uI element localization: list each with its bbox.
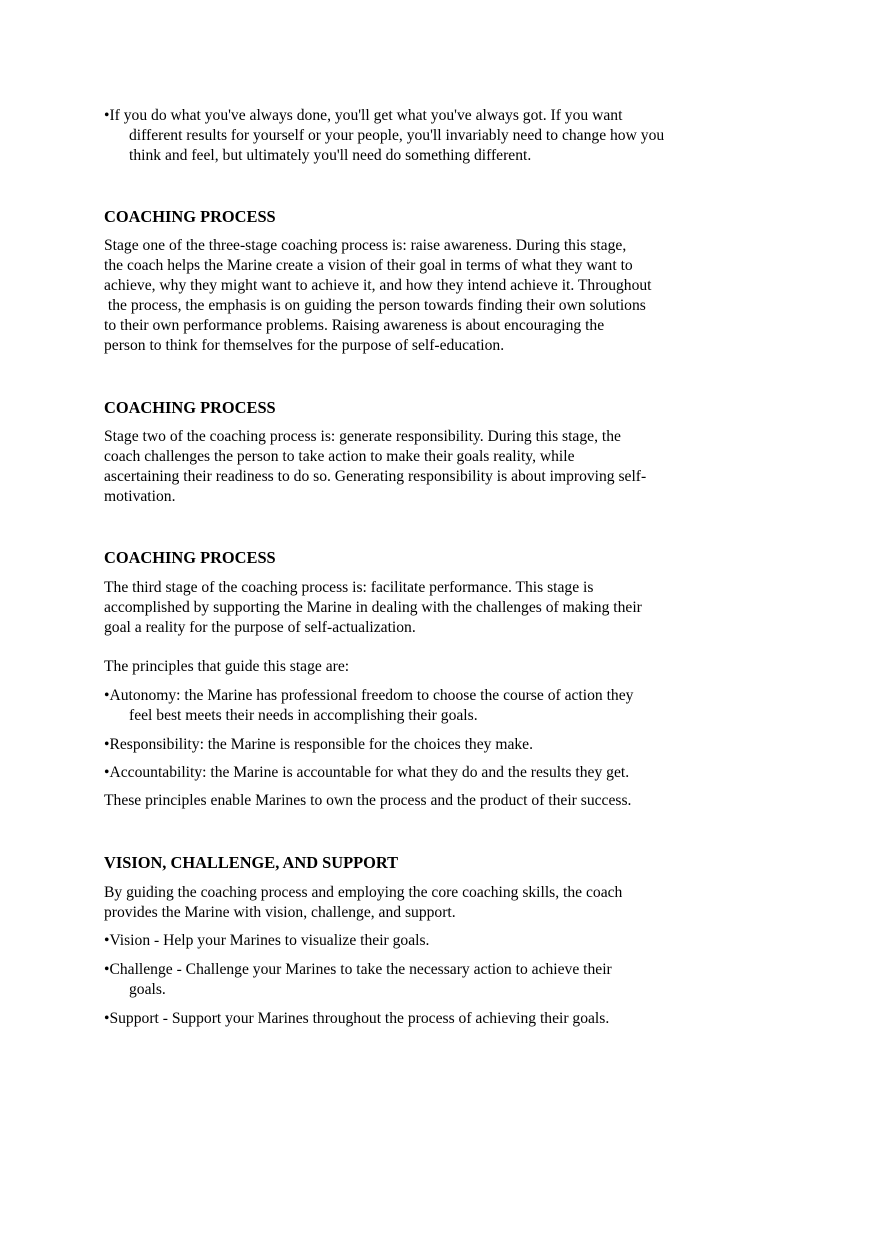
intro-line-3: think and feel, but ultimately you'll need do something different. [129,147,532,164]
section1-line: person to think for themselves for the purpose of self-education. [104,337,505,354]
section1-body [104,236,652,356]
section2-line: Stage two of the coaching process is: generate responsibility. During this stage, the [104,428,621,445]
intro-line-2: different results for yourself or your people, you'll invariably need to change how you [129,127,665,144]
section1-line: to their own performance problems. Raising awareness is about encouraging the [104,317,605,334]
section2-body [104,427,646,507]
challenge-bullet [104,960,612,1000]
section3-line: accomplished by supporting the Marine in dealing with the challenges of making their [104,599,642,616]
principle-responsibility: •Responsibility: the Marine is responsible for the choices they make. [104,736,533,753]
autonomy-line-1: •Autonomy: the Marine has professional freedom to choose the course of action they [104,687,634,704]
challenge-line-2: goals. [129,981,166,998]
vision-bullet: •Vision - Help your Marines to visualize their goals. [104,932,430,949]
section1-line: the coach helps the Marine create a vision of their goal in terms of what they want to [104,257,633,274]
section4-heading: VISION, CHALLENGE, AND SUPPORT [104,853,399,872]
section3-body [104,578,642,638]
section2-heading: COACHING PROCESS [104,398,276,417]
section3-line: goal a reality for the purpose of self-actualization. [104,619,416,636]
intro-bullet [104,106,664,166]
principle-accountability: •Accountability: the Marine is accountable for what they do and the results they get. [104,764,630,781]
intro-line-1: •If you do what you've always done, you'll get what you've always got. If you want [104,107,623,124]
section2-line: ascertaining their readiness to do so. Generating responsibility is about improving self- [104,468,647,485]
section2-line: coach challenges the person to take action to make their goals reality, while [104,448,575,465]
principle-autonomy [104,686,633,726]
section2-line: motivation. [104,488,176,505]
support-bullet: •Support - Support your Marines throughout the process of achieving their goals. [104,1010,610,1027]
section3-line: The third stage of the coaching process is: facilitate performance. This stage is [104,579,594,596]
principles-intro: The principles that guide this stage are: [104,658,350,675]
challenge-line-1: •Challenge - Challenge your Marines to take the necessary action to achieve their [104,961,612,978]
section1-line: Stage one of the three-stage coaching process is: raise awareness. During this stage, [104,237,627,254]
section1-heading: COACHING PROCESS [104,207,276,226]
principles-closing: These principles enable Marines to own the process and the product of their success. [104,792,632,809]
section4-line-1: By guiding the coaching process and employing the core coaching skills, the coach [104,884,623,901]
section3-heading: COACHING PROCESS [104,548,276,567]
section4-line-2: provides the Marine with vision, challenge, and support. [104,904,456,921]
section4-body [104,883,622,923]
section1-line: achieve, why they might want to achieve it, and how they intend achieve it. Throughout [104,277,652,294]
autonomy-line-2: feel best meets their needs in accomplishing their goals. [129,707,478,724]
section1-line: the process, the emphasis is on guiding the person towards finding their own solutions [104,297,646,314]
